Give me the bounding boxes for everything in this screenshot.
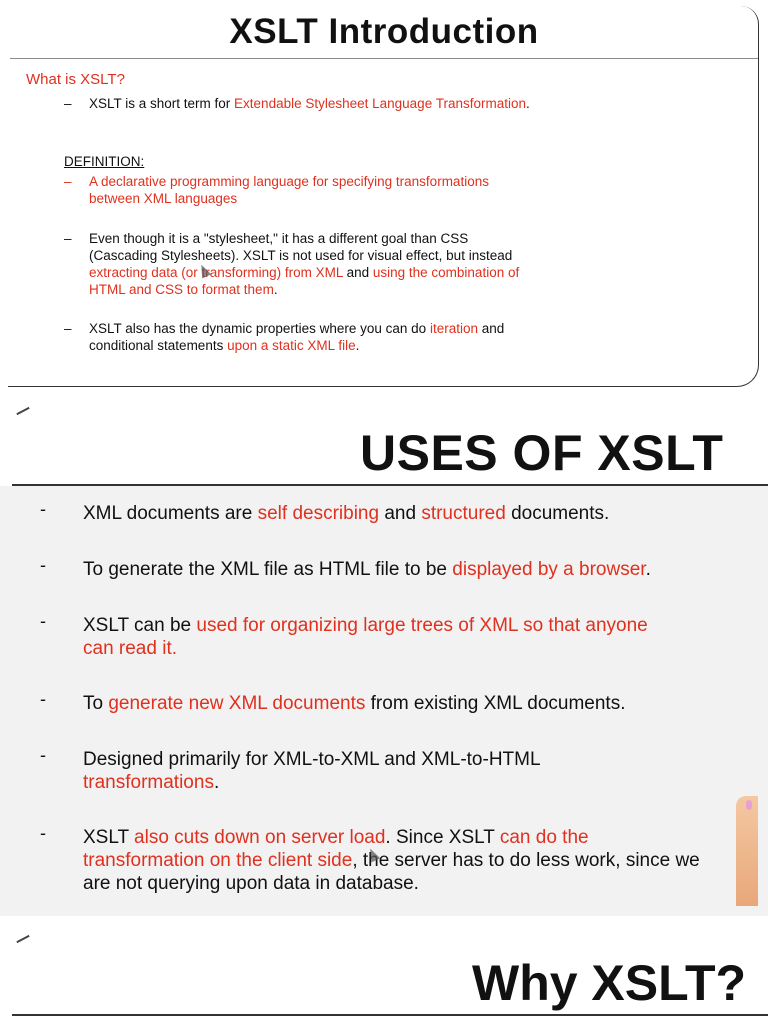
- highlight-span: generate new XML documents: [108, 693, 366, 714]
- text-span: .: [645, 559, 651, 580]
- list-item: [64, 173, 534, 207]
- list-item: [40, 555, 720, 581]
- text-span: and: [342, 265, 373, 280]
- dash-bullet: -: [40, 689, 46, 709]
- text-span: .: [213, 772, 220, 793]
- section-heading: What is XSLT?: [26, 71, 125, 88]
- list-item: [40, 689, 720, 715]
- dash-bullet: -: [40, 555, 46, 575]
- dash-bullet: -: [40, 823, 46, 843]
- dash-bullet: –: [64, 321, 72, 336]
- dash-bullet: -: [40, 611, 46, 631]
- slide-xslt-introduction: [0, 0, 768, 390]
- highlight-span: also cuts down on server load: [134, 827, 386, 848]
- dash-bullet: -: [40, 745, 46, 765]
- dash-bullet: –: [64, 231, 72, 246]
- text-span: , the server has to do less work, since we are not querying upon data in database.: [83, 850, 700, 894]
- dash-bullet: –: [64, 96, 72, 111]
- list-item: [40, 745, 620, 794]
- highlight-span: structured: [421, 503, 506, 524]
- list-item: [64, 230, 534, 298]
- highlight-span: can do the transformation on the client side: [83, 827, 589, 871]
- text-span: XSLT also has the dynamic properties where you can do: [89, 321, 430, 336]
- text-span: To generate the XML file as HTML file to be: [83, 559, 453, 580]
- text-span: .: [273, 282, 278, 297]
- list-item-text: [83, 502, 720, 525]
- dash-bullet: -: [40, 499, 46, 519]
- list-item-text: [83, 748, 620, 794]
- definition-label: DEFINITION:: [64, 154, 145, 169]
- decorative-mark: [746, 800, 752, 810]
- list-item: [64, 320, 534, 354]
- list-item-text: A declarative programming language for specifying transformations between XML languages: [89, 174, 489, 206]
- list-item-text: [89, 320, 534, 354]
- text-span: .: [526, 96, 530, 111]
- text-span: XSLT: [83, 827, 135, 848]
- text-span: . Since XSLT: [385, 827, 500, 848]
- list-item-text: [83, 692, 720, 715]
- text-span: XSLT can be: [83, 615, 197, 636]
- text-span: XML documents are: [83, 503, 258, 524]
- text-span: and: [379, 503, 422, 524]
- highlight-span: using the combination of HTML and CSS to format them: [89, 265, 520, 297]
- text-span: Even though it is a "stylesheet," it has a different goal than CSS (Cascading Stylesheets). XSLT is not used for visual effect, but instead: [89, 231, 513, 263]
- highlight-span: displayed by a browser: [452, 559, 646, 580]
- list-item-text: [83, 558, 720, 581]
- text-span: from existing XML documents.: [365, 693, 626, 714]
- corner-mark: [16, 935, 29, 943]
- text-span: and conditional statements: [89, 321, 505, 353]
- list-item-text: [89, 95, 534, 112]
- list-item-text: [83, 614, 680, 660]
- title-divider: [12, 1014, 768, 1016]
- list-item: [64, 95, 534, 112]
- highlight-span: transformations: [83, 772, 214, 793]
- list-item: [40, 499, 720, 525]
- highlight-span: upon a static XML file: [227, 338, 356, 353]
- text-span: .: [355, 338, 360, 353]
- list-item-text: [89, 230, 534, 298]
- text-span: Designed primarily for XML-to-XML and XML-to-HTML: [83, 749, 540, 770]
- title-divider: [10, 58, 758, 59]
- highlight-span: self describing: [257, 503, 380, 524]
- text-span: To: [83, 693, 109, 714]
- highlight-span: used for organizing large trees of XML so that anyone can read it.: [83, 615, 648, 659]
- slide-uses-of-xslt: [0, 396, 768, 916]
- highlight-span: Extendable Stylesheet Language Transformation: [234, 96, 526, 111]
- slide-why-xslt: [0, 916, 768, 1024]
- text-span: XSLT is a short term for: [89, 96, 235, 111]
- slide-title: USES OF XSLT: [360, 425, 724, 481]
- title-divider: [12, 484, 768, 486]
- highlight-span: iteration: [429, 321, 478, 336]
- dash-bullet: –: [64, 174, 72, 189]
- list-item-text: [83, 826, 700, 895]
- highlight-span: extracting data (or transforming) from XML: [89, 265, 343, 280]
- text-span: documents.: [505, 503, 610, 524]
- presenter-video-edge: [736, 796, 758, 906]
- slide-title: Why XSLT?: [472, 955, 747, 1011]
- slide-title: XSLT Introduction: [229, 12, 539, 51]
- list-item: [40, 611, 680, 660]
